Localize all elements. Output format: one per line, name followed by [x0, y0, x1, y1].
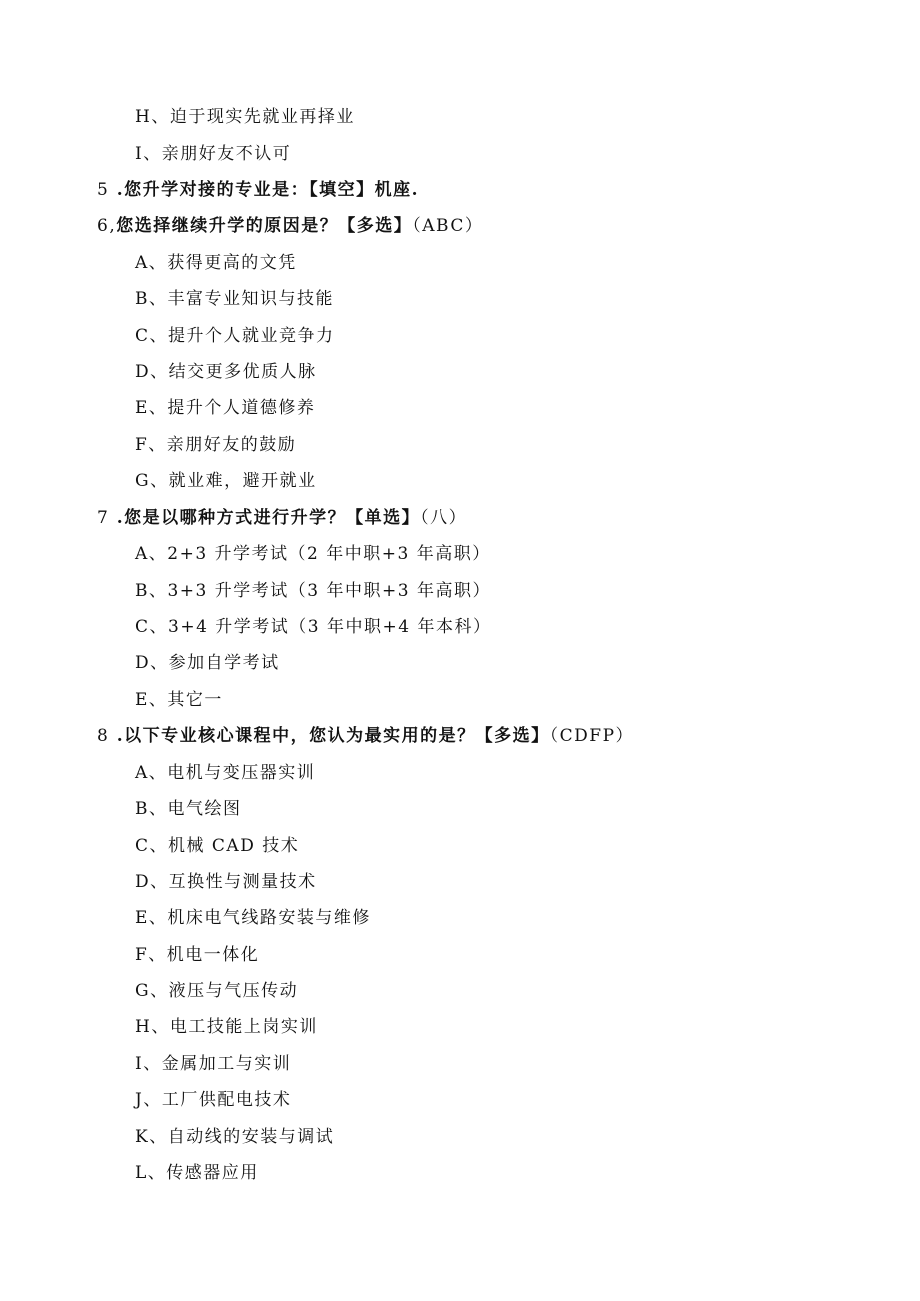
- option-q8-i: I、金属加工与实训: [135, 1054, 292, 1074]
- option-q7-a: A、2+3 升学考试（2 年中职+3 年高职）: [135, 544, 491, 564]
- option-q6-d: D、结交更多优质人脉: [135, 362, 317, 382]
- question-7-answer: （八）: [420, 508, 468, 528]
- question-6-answer: （ABC）: [412, 216, 484, 236]
- option-q4-i: I、亲朋好友不认可: [135, 144, 292, 164]
- option-q8-b: B、电气绘图: [135, 799, 242, 819]
- question-5-text: .您升学对接的专业是：【填空】机座.: [109, 180, 420, 200]
- question-5-number: 5: [97, 180, 110, 200]
- option-q8-g: G、液压与气压传动: [135, 981, 299, 1001]
- question-8-answer: （CDFP）: [549, 726, 635, 746]
- option-q6-g: G、就业难，避开就业: [135, 471, 317, 491]
- option-q7-b: B、3+3 升学考试（3 年中职+3 年高职）: [135, 581, 491, 601]
- option-q8-c: C、机械 CAD 技术: [135, 836, 300, 856]
- option-q4-h: H、迫于现实先就业再择业: [135, 107, 355, 127]
- question-7-number: 7: [97, 508, 110, 528]
- option-q8-h: H、电工技能上岗实训: [135, 1017, 318, 1037]
- question-8: [97, 725, 634, 747]
- option-q6-f: F、亲朋好友的鼓励: [135, 435, 297, 455]
- option-q8-e: E、机床电气线路安装与维修: [135, 908, 371, 928]
- question-7-text: .您是以哪种方式进行升学？【单选】: [109, 508, 421, 528]
- question-6-text: 您选择继续升学的原因是？【多选】: [116, 216, 413, 236]
- question-7: [97, 507, 467, 529]
- option-q7-c: C、3+4 升学考试（3 年中职+4 年本科）: [135, 617, 492, 637]
- question-8-text: .以下专业核心课程中，您认为最实用的是？【多选】: [109, 726, 550, 746]
- option-q7-e: E、其它一: [135, 690, 223, 710]
- option-q8-l: L、传感器应用: [135, 1163, 259, 1183]
- option-q8-d: D、互换性与测量技术: [135, 872, 317, 892]
- option-q6-b: B、丰富专业知识与技能: [135, 289, 334, 309]
- option-q8-k: K、自动线的安装与调试: [135, 1127, 335, 1147]
- question-6: [97, 215, 483, 237]
- option-q7-d: D、参加自学考试: [135, 653, 280, 673]
- question-8-number: 8: [97, 726, 110, 746]
- option-q8-a: A、电机与变压器实训: [135, 763, 316, 783]
- option-q8-f: F、机电一体化: [135, 945, 260, 965]
- question-5: [97, 179, 419, 201]
- option-q6-e: E、提升个人道德修养: [135, 398, 316, 418]
- option-q6-a: A、获得更高的文凭: [135, 253, 297, 273]
- option-q8-j: J、工厂供配电技术: [135, 1090, 292, 1110]
- question-6-number: 6,: [97, 216, 117, 236]
- option-q6-c: C、提升个人就业竞争力: [135, 326, 335, 346]
